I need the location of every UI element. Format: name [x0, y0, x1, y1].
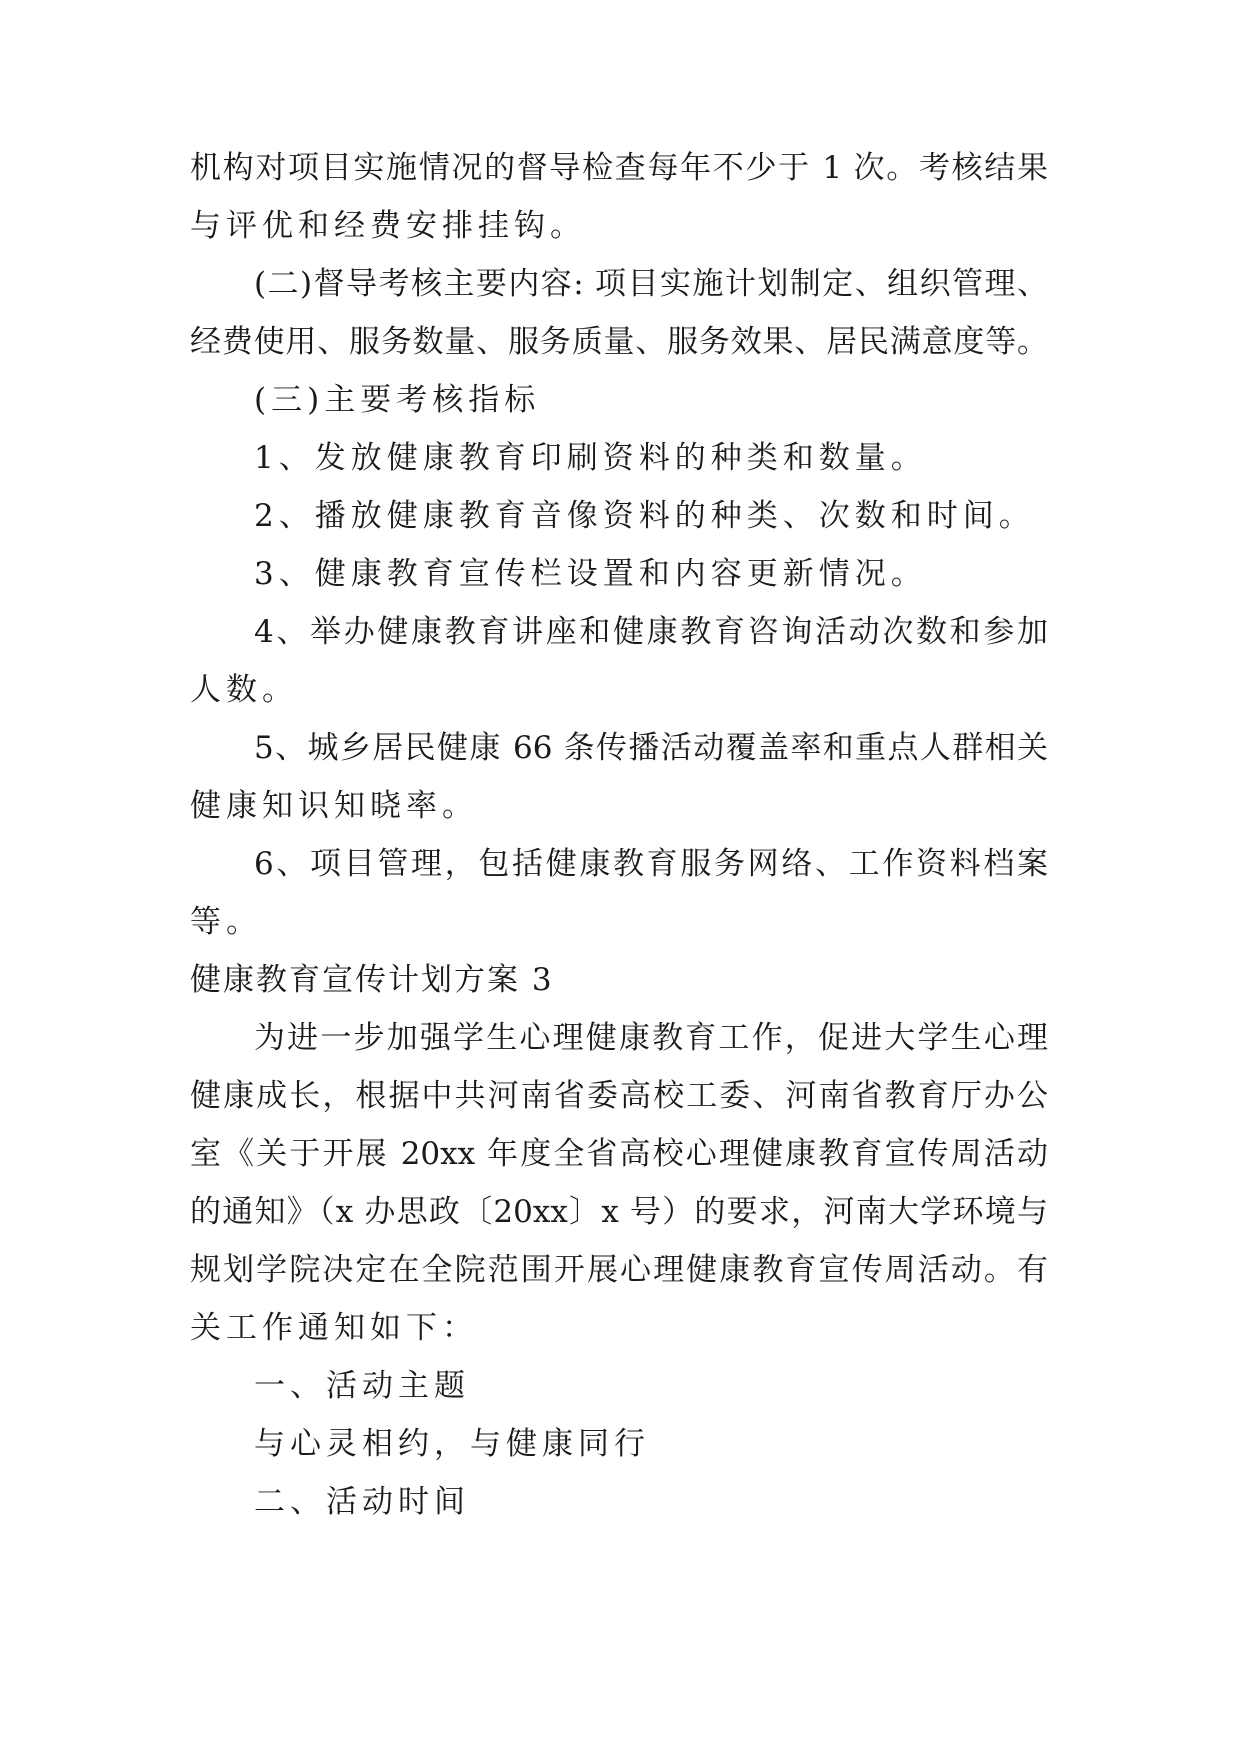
- list-item: 5、城乡居民健康 66 条传播活动覆盖率和重点人群相关: [254, 730, 1048, 766]
- body-text-line: 经费使用、服务数量、服务质量、服务效果、居民满意度等。: [190, 324, 1048, 360]
- body-text-line: 的通知》（x 办思政〔20xx〕x 号）的要求，河南大学环境与: [190, 1194, 1048, 1230]
- body-text-line: 与评优和经费安排挂钩。: [190, 208, 586, 244]
- list-item: 3、健康教育宣传栏设置和内容更新情况。: [254, 556, 927, 592]
- body-text-line: 健康知识知晓率。: [190, 788, 478, 824]
- section-heading: 二、活动时间: [254, 1484, 470, 1520]
- body-text-line: 机构对项目实施情况的督导检查每年不少于 1 次。考核结果: [190, 150, 1048, 186]
- body-text-line: 健康成长，根据中共河南省委高校工委、河南省教育厅办公: [190, 1078, 1048, 1114]
- list-item: 1、发放健康教育印刷资料的种类和数量。: [254, 440, 927, 476]
- section-heading: (三)主要考核指标: [254, 382, 541, 418]
- body-text-line: (二)督导考核主要内容: 项目实施计划制定、组织管理、: [254, 266, 1048, 302]
- body-text-line: 规划学院决定在全院范围开展心理健康教育宣传周活动。有: [190, 1252, 1048, 1288]
- body-text-line: 为进一步加强学生心理健康教育工作，促进大学生心理: [254, 1020, 1048, 1056]
- body-text-line: 等。: [190, 904, 262, 940]
- section-heading: 一、活动主题: [254, 1368, 470, 1404]
- list-item: 2、播放健康教育音像资料的种类、次数和时间。: [254, 498, 1035, 534]
- section-title: 健康教育宣传计划方案 3: [190, 962, 554, 998]
- list-item: 4、举办健康教育讲座和健康教育咨询活动次数和参加: [254, 614, 1048, 650]
- list-item: 6、项目管理，包括健康教育服务网络、工作资料档案: [254, 846, 1048, 882]
- body-text-line: 室《关于开展 20xx 年度全省高校心理健康教育宣传周活动: [190, 1136, 1048, 1172]
- body-text-line: 人数。: [190, 672, 298, 708]
- body-text-line: 关工作通知如下：: [190, 1310, 478, 1346]
- body-text-line: 与心灵相约，与健康同行: [254, 1426, 650, 1462]
